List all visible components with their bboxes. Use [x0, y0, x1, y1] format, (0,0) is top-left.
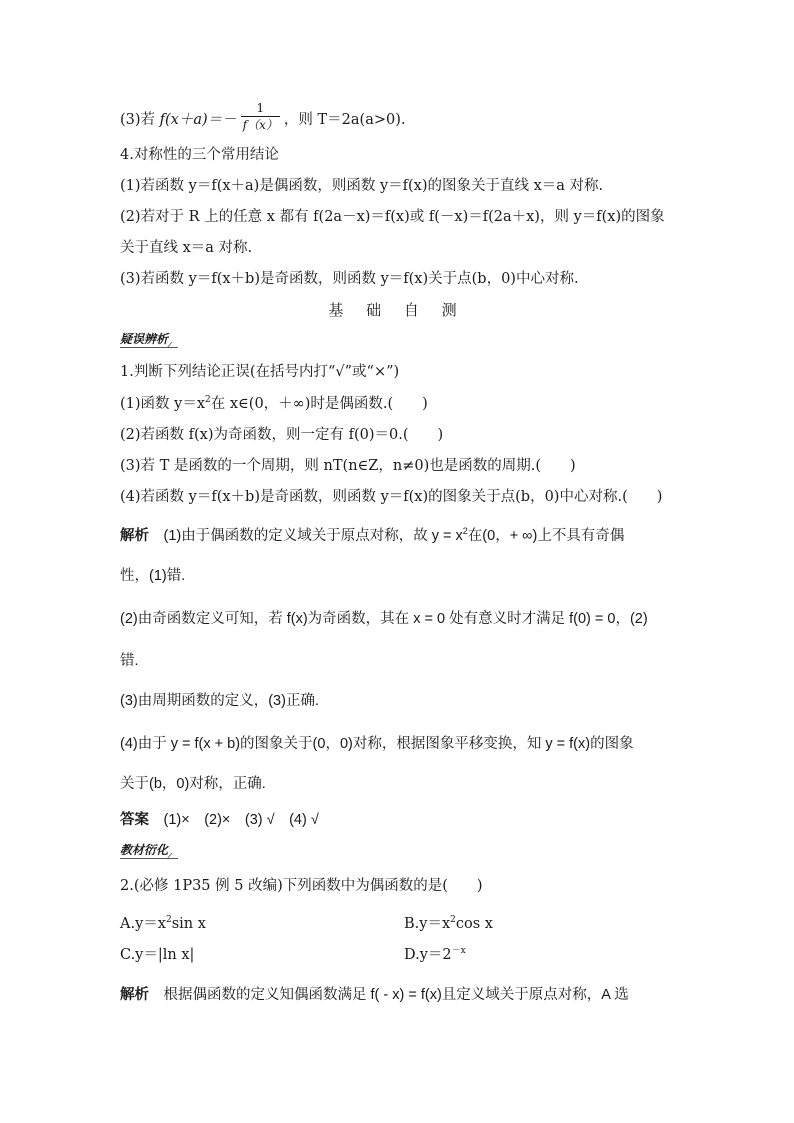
analysis-2: (2)由奇函数定义可知，若 f(x)为奇函数，其在 x = 0 处有意义时才满足 f(0) = 0，(2): [120, 611, 648, 627]
answer-text: (1)× (2)× (3) √ (4) √: [149, 812, 319, 828]
question-1-item-4: (4)若函数 y＝f(x＋b)是奇函数，则函数 y＝f(x)的图象关于点(b，0)中心对称.( ): [120, 489, 663, 505]
text: 在 x∈(0，＋∞)时是偶函数.( ): [210, 396, 428, 412]
question-1: 1.判断下列结论正误(在括号内打“√”或“×”): [120, 364, 400, 380]
options-row-1: [120, 914, 680, 934]
analysis-4-cont: 关于(b，0)对称，正确.: [120, 776, 266, 792]
symmetry-rule-1: (1)若函数 y＝f(x＋a)是偶函数，则函数 y＝f(x)的图象关于直线 x＝a 对称.: [120, 178, 604, 194]
text: D.y＝2: [404, 947, 452, 963]
analysis-1: [120, 526, 624, 546]
superscript: －x: [451, 946, 466, 957]
text: A.y＝x: [120, 916, 166, 932]
question-1-item-3: (3)若 T 是函数的一个周期，则 nT(n∈Z，n≠0)也是函数的周期.( ): [120, 458, 576, 474]
analysis-label: 解析: [120, 987, 149, 1003]
superscript: 2: [462, 526, 468, 537]
text: ，则 T＝2a(a>0).: [283, 112, 406, 128]
period-rule-3: [120, 101, 406, 136]
symmetry-heading: 4.对称性的三个常用结论: [120, 147, 279, 163]
section-title: 基 础 自 测: [328, 301, 466, 319]
text: cos x: [455, 916, 493, 932]
text: (3)若: [120, 112, 160, 128]
text: (1)由于偶函数的定义域关于原点对称，故 y = x: [149, 528, 463, 544]
text: B.y＝x: [404, 916, 451, 932]
analysis-4: (4)由于 y = f(x + b)的图象关于(0，0)对称，根据图象平移变换，知 y = f(x)的图象: [120, 736, 634, 752]
answer-1: [120, 810, 319, 830]
text: (1)函数 y＝x: [120, 396, 206, 412]
superscript: 2: [205, 395, 211, 406]
question-1-item-1: [120, 394, 428, 414]
fraction-denominator: f（x）: [242, 118, 278, 132]
options-row-2: [120, 945, 680, 965]
symmetry-rule-2-cont: 关于直线 x＝a 对称.: [120, 240, 253, 256]
analysis-1-cont: 性，(1)错.: [120, 568, 186, 584]
tag-misconception: 疑误辨析: [120, 331, 178, 348]
fraction: [241, 101, 280, 133]
option-d: [404, 945, 466, 965]
superscript: 2: [450, 915, 456, 926]
formula: f(x＋a)＝－: [159, 112, 237, 128]
option-b: [404, 914, 493, 934]
text: sin x: [171, 916, 206, 932]
analysis-2-cont: 错.: [120, 653, 139, 669]
option-c: C.y＝|ln x|: [120, 947, 195, 963]
analysis-label: 解析: [120, 528, 149, 544]
text: 在(0，+ ∞)上不具有奇偶: [467, 528, 625, 544]
question-2: 2.(必修 1P35 例 5 改编)下列函数中为偶函数的是( ): [120, 878, 483, 894]
symmetry-rule-2: (2)若对于 R 上的任意 x 都有 f(2a－x)＝f(x)或 f(－x)＝f(2a＋x)，则 y＝f(x)的图象: [120, 209, 665, 225]
analysis-3: (3)由周期函数的定义，(3)正确.: [120, 693, 319, 709]
question-1-item-2: (2)若函数 f(x)为奇函数，则一定有 f(0)＝0.( ): [120, 427, 444, 443]
text: 根据偶函数的定义知偶函数满足 f( - x) = f(x)且定义域关于原点对称，A 选: [149, 987, 629, 1003]
option-a: [120, 916, 206, 932]
analysis-5: [120, 985, 629, 1005]
tag-textbook: 教材衍化: [120, 842, 178, 859]
symmetry-rule-3: (3)若函数 y＝f(x＋b)是奇函数，则函数 y＝f(x)关于点(b，0)中心对称.: [120, 271, 579, 287]
answer-label: 答案: [120, 812, 149, 828]
fraction-numerator: 1: [241, 101, 280, 117]
superscript: 2: [165, 915, 172, 926]
